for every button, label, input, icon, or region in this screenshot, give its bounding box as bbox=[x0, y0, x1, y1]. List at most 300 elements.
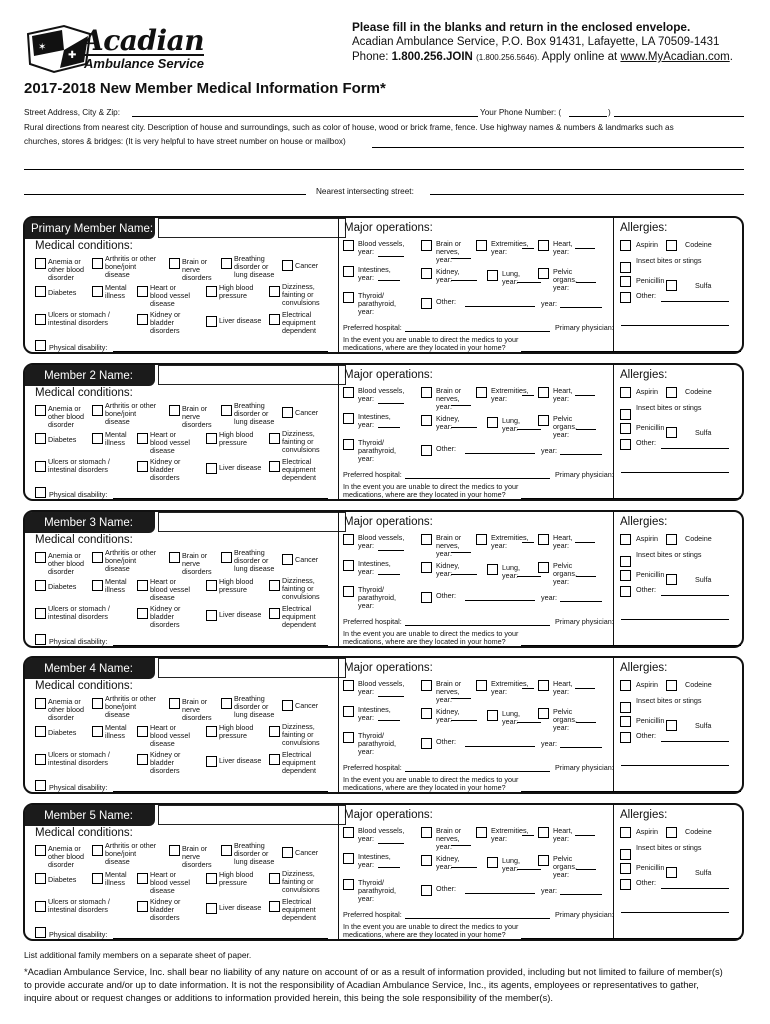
checkbox-op-lung[interactable] bbox=[487, 564, 498, 575]
checkbox-op-lung[interactable] bbox=[487, 270, 498, 281]
checkbox-op-pelvic-organs[interactable] bbox=[538, 562, 549, 573]
checkbox-anemia[interactable] bbox=[35, 258, 46, 269]
checkbox-op-thyroid[interactable] bbox=[343, 439, 354, 450]
other-year-field[interactable] bbox=[560, 454, 602, 455]
preferred-hospital-field[interactable] bbox=[405, 625, 550, 626]
label-allergy-codeine: Codeine bbox=[685, 240, 712, 249]
physical-disability-field[interactable] bbox=[113, 498, 328, 499]
year-field-brain-nerves[interactable] bbox=[451, 698, 471, 699]
label-op-other-op: Other: bbox=[436, 884, 456, 893]
preferred-hospital-field[interactable] bbox=[405, 331, 550, 332]
year-field-blood-vessels[interactable] bbox=[378, 403, 404, 404]
checkbox-op-intestines[interactable] bbox=[343, 413, 354, 424]
phone-number-field[interactable] bbox=[614, 116, 744, 117]
member-name-input[interactable] bbox=[158, 658, 346, 678]
checkbox-allergy-insect-bites[interactable] bbox=[620, 849, 631, 860]
checkbox-allergy-other-allergy[interactable] bbox=[620, 879, 631, 890]
year-field-intestines[interactable] bbox=[378, 574, 400, 575]
checkbox-brain-nerve[interactable] bbox=[169, 552, 180, 563]
label-op-thyroid: Thyroid/ parathyroid, year: bbox=[358, 731, 396, 756]
checkbox-dizziness[interactable] bbox=[269, 873, 280, 884]
other-allergy-field[interactable] bbox=[661, 741, 729, 742]
label-kidney-bladder: Kidney or bladder disorders bbox=[150, 750, 181, 775]
checkbox-cancer[interactable] bbox=[282, 554, 293, 565]
checkbox-high-blood-pressure[interactable] bbox=[206, 286, 217, 297]
checkbox-op-brain-nerves[interactable] bbox=[421, 240, 432, 251]
checkbox-op-kidney[interactable] bbox=[421, 708, 432, 719]
checkbox-allergy-penicillin[interactable] bbox=[620, 570, 631, 581]
checkbox-cancer[interactable] bbox=[282, 700, 293, 711]
year-field-lung[interactable] bbox=[517, 576, 541, 577]
label-op-lung: Lung, year: bbox=[502, 856, 520, 873]
checkbox-op-other-op[interactable] bbox=[421, 738, 432, 749]
checkbox-op-heart[interactable] bbox=[538, 680, 549, 691]
checkbox-op-intestines[interactable] bbox=[343, 266, 354, 277]
checkbox-allergy-penicillin[interactable] bbox=[620, 716, 631, 727]
checkbox-op-pelvic-organs[interactable] bbox=[538, 708, 549, 719]
checkbox-electrical-equipment[interactable] bbox=[269, 608, 280, 619]
checkbox-high-blood-pressure[interactable] bbox=[206, 726, 217, 737]
label-dizziness: Dizziness, fainting or convulsions bbox=[282, 282, 320, 307]
checkbox-allergy-aspirin[interactable] bbox=[620, 827, 631, 838]
label-op-heart: Heart, year: bbox=[553, 826, 573, 843]
label-allergy-aspirin: Aspirin bbox=[636, 387, 658, 396]
checkbox-allergy-other-allergy[interactable] bbox=[620, 732, 631, 743]
checkbox-ulcers[interactable] bbox=[35, 901, 46, 912]
checkbox-op-kidney[interactable] bbox=[421, 855, 432, 866]
checkbox-op-kidney[interactable] bbox=[421, 562, 432, 573]
other-allergy-field[interactable] bbox=[661, 448, 729, 449]
checkbox-allergy-codeine[interactable] bbox=[666, 387, 677, 398]
checkbox-op-intestines[interactable] bbox=[343, 706, 354, 717]
checkbox-electrical-equipment[interactable] bbox=[269, 461, 280, 472]
year-field-lung[interactable] bbox=[517, 869, 541, 870]
year-field-heart[interactable] bbox=[575, 835, 595, 836]
checkbox-kidney-bladder[interactable] bbox=[137, 461, 148, 472]
physical-disability-field[interactable] bbox=[113, 938, 328, 939]
directions-field-1[interactable] bbox=[372, 147, 744, 148]
medication-location-field[interactable] bbox=[521, 351, 741, 352]
physical-disability-field[interactable] bbox=[113, 351, 328, 352]
checkbox-ulcers[interactable] bbox=[35, 754, 46, 765]
label-ulcers: Ulcers or stomach / intestinal disorders bbox=[48, 457, 110, 474]
checkbox-allergy-other-allergy[interactable] bbox=[620, 292, 631, 303]
phone-close-paren: ) bbox=[608, 108, 611, 117]
checkbox-op-blood-vessels[interactable] bbox=[343, 534, 354, 545]
checkbox-liver[interactable] bbox=[206, 903, 217, 914]
additional-members-note: List additional family members on a separate sheet of paper. bbox=[24, 950, 252, 960]
member-name-label: Member 3 Name: bbox=[44, 517, 133, 529]
label-physical-disability: Physical disability: bbox=[49, 490, 108, 499]
checkbox-diabetes[interactable] bbox=[35, 433, 46, 444]
checkbox-allergy-sulfa[interactable] bbox=[666, 867, 677, 878]
checkbox-op-heart[interactable] bbox=[538, 387, 549, 398]
physical-disability-field[interactable] bbox=[113, 645, 328, 646]
label-electrical-equipment: Electrical equipment dependent bbox=[282, 750, 316, 775]
other-allergy-field[interactable] bbox=[661, 595, 729, 596]
year-field-intestines[interactable] bbox=[378, 427, 400, 428]
street-address-field[interactable] bbox=[132, 116, 478, 117]
checkbox-op-heart[interactable] bbox=[538, 827, 549, 838]
label-mental-illness: Mental illness bbox=[105, 870, 127, 887]
checkbox-breathing[interactable] bbox=[221, 258, 232, 269]
checkbox-allergy-aspirin[interactable] bbox=[620, 534, 631, 545]
website-link[interactable]: www.MyAcadian.com bbox=[620, 51, 730, 63]
label-arthritis: Arthritis or other bone/joint disease bbox=[105, 401, 157, 426]
checkbox-dizziness[interactable] bbox=[269, 580, 280, 591]
label-arthritis: Arthritis or other bone/joint disease bbox=[105, 694, 157, 719]
year-field-pelvic-organs[interactable] bbox=[576, 722, 596, 723]
year-field-lung[interactable] bbox=[517, 429, 541, 430]
checkbox-op-brain-nerves[interactable] bbox=[421, 680, 432, 691]
member-name-input[interactable] bbox=[158, 218, 346, 238]
year-field-pelvic-organs[interactable] bbox=[576, 282, 596, 283]
year-field-intestines[interactable] bbox=[378, 720, 400, 721]
checkbox-mental-illness[interactable] bbox=[92, 580, 103, 591]
checkbox-op-extremities[interactable] bbox=[476, 827, 487, 838]
other-year-field[interactable] bbox=[560, 747, 602, 748]
checkbox-allergy-insect-bites[interactable] bbox=[620, 556, 631, 567]
member-block bbox=[23, 216, 744, 354]
checkbox-op-other-op[interactable] bbox=[421, 445, 432, 456]
checkbox-anemia[interactable] bbox=[35, 698, 46, 709]
checkbox-op-intestines[interactable] bbox=[343, 853, 354, 864]
label-preferred-hospital: Preferred hospital: bbox=[343, 470, 402, 479]
year-field-brain-nerves[interactable] bbox=[451, 845, 471, 846]
checkbox-heart-vessel[interactable] bbox=[137, 873, 148, 884]
checkbox-high-blood-pressure[interactable] bbox=[206, 873, 217, 884]
checkbox-breathing[interactable] bbox=[221, 552, 232, 563]
label-anemia: Anemia or other blood disorder bbox=[48, 551, 84, 576]
checkbox-op-blood-vessels[interactable] bbox=[343, 240, 354, 251]
checkbox-allergy-insect-bites[interactable] bbox=[620, 409, 631, 420]
checkbox-ulcers[interactable] bbox=[35, 314, 46, 325]
label-diabetes: Diabetes bbox=[48, 288, 77, 297]
checkbox-electrical-equipment[interactable] bbox=[269, 754, 280, 765]
checkbox-allergy-aspirin[interactable] bbox=[620, 680, 631, 691]
checkbox-op-extremities[interactable] bbox=[476, 240, 487, 251]
checkbox-ulcers[interactable] bbox=[35, 461, 46, 472]
checkbox-breathing[interactable] bbox=[221, 845, 232, 856]
flag-icon bbox=[28, 26, 90, 72]
year-field-brain-nerves[interactable] bbox=[451, 405, 471, 406]
label-allergy-codeine: Codeine bbox=[685, 387, 712, 396]
checkbox-op-extremities[interactable] bbox=[476, 680, 487, 691]
liability-disclaimer: *Acadian Ambulance Service, Inc. shall bear no liability of any nature on account of or as a result of information provided, including but not limited to failure of member(s) to provide accurate and/or up to date information. It is not the responsibility of Acadian Ambulance Service, Inc., its agents, employees or representatives to gather, inquire about or request changes or additions to information provided herein, this being the sole responsibility of the member(s). bbox=[24, 966, 723, 1004]
checkbox-op-lung[interactable] bbox=[487, 417, 498, 428]
year-field-kidney[interactable] bbox=[451, 574, 477, 575]
year-field-intestines[interactable] bbox=[378, 867, 400, 868]
checkbox-dizziness[interactable] bbox=[269, 433, 280, 444]
other-year-field[interactable] bbox=[560, 894, 602, 895]
year-field-intestines[interactable] bbox=[378, 280, 400, 281]
checkbox-op-extremities[interactable] bbox=[476, 387, 487, 398]
checkbox-kidney-bladder[interactable] bbox=[137, 314, 148, 325]
year-field-kidney[interactable] bbox=[451, 720, 477, 721]
label-op-extremities: Extremities, year: bbox=[491, 679, 529, 696]
checkbox-breathing[interactable] bbox=[221, 698, 232, 709]
checkbox-kidney-bladder[interactable] bbox=[137, 608, 148, 619]
other-allergy-field-2[interactable] bbox=[621, 619, 729, 620]
label-arthritis: Arthritis or other bone/joint disease bbox=[105, 254, 157, 279]
other-op-field[interactable] bbox=[465, 306, 535, 307]
checkbox-op-blood-vessels[interactable] bbox=[343, 827, 354, 838]
year-field-heart[interactable] bbox=[575, 395, 595, 396]
checkbox-allergy-codeine[interactable] bbox=[666, 240, 677, 251]
checkbox-op-thyroid[interactable] bbox=[343, 292, 354, 303]
checkbox-op-extremities[interactable] bbox=[476, 534, 487, 545]
checkbox-diabetes[interactable] bbox=[35, 580, 46, 591]
checkbox-heart-vessel[interactable] bbox=[137, 580, 148, 591]
year-field-kidney[interactable] bbox=[451, 280, 477, 281]
label-ulcers: Ulcers or stomach / intestinal disorders bbox=[48, 604, 110, 621]
other-op-field[interactable] bbox=[465, 453, 535, 454]
checkbox-cancer[interactable] bbox=[282, 847, 293, 858]
year-field-lung[interactable] bbox=[517, 282, 541, 283]
other-allergy-field-2[interactable] bbox=[621, 912, 729, 913]
year-field-lung[interactable] bbox=[517, 722, 541, 723]
medication-location-field[interactable] bbox=[521, 498, 741, 499]
year-field-pelvic-organs[interactable] bbox=[576, 429, 596, 430]
label-mental-illness: Mental illness bbox=[105, 577, 127, 594]
checkbox-allergy-penicillin[interactable] bbox=[620, 276, 631, 287]
year-field-blood-vessels[interactable] bbox=[378, 256, 404, 257]
checkbox-electrical-equipment[interactable] bbox=[269, 314, 280, 325]
other-op-field[interactable] bbox=[465, 746, 535, 747]
checkbox-op-heart[interactable] bbox=[538, 534, 549, 545]
checkbox-cancer[interactable] bbox=[282, 407, 293, 418]
member-name-input[interactable] bbox=[158, 365, 346, 385]
checkbox-op-thyroid[interactable] bbox=[343, 732, 354, 743]
other-year-field[interactable] bbox=[560, 307, 602, 308]
checkbox-liver[interactable] bbox=[206, 463, 217, 474]
label-breathing: Breathing disorder or lung disease bbox=[234, 548, 275, 573]
checkbox-op-kidney[interactable] bbox=[421, 268, 432, 279]
other-allergy-field-2[interactable] bbox=[621, 325, 729, 326]
label-op-lung: Lung, year: bbox=[502, 709, 520, 726]
header-address: Acadian Ambulance Service, P.O. Box 91431, Lafayette, LA 70509-1431 bbox=[352, 36, 720, 48]
checkbox-diabetes[interactable] bbox=[35, 286, 46, 297]
directions-text-2: churches, stores & bridges: (It is very helpful to have street number on house or mailbox) bbox=[24, 137, 346, 146]
checkbox-allergy-codeine[interactable] bbox=[666, 534, 677, 545]
label-allergy-codeine: Codeine bbox=[685, 534, 712, 543]
physical-disability-field[interactable] bbox=[113, 791, 328, 792]
checkbox-cancer[interactable] bbox=[282, 260, 293, 271]
label-primary-physician: Primary physician: bbox=[555, 617, 614, 626]
intersect-label: Nearest intersecting street: bbox=[316, 187, 414, 196]
checkbox-allergy-codeine[interactable] bbox=[666, 680, 677, 691]
other-op-field[interactable] bbox=[465, 600, 535, 601]
other-allergy-field[interactable] bbox=[661, 888, 729, 889]
checkbox-allergy-insect-bites[interactable] bbox=[620, 262, 631, 273]
year-field-extremities[interactable] bbox=[522, 542, 534, 543]
year-field-blood-vessels[interactable] bbox=[378, 550, 404, 551]
year-field-heart[interactable] bbox=[575, 542, 595, 543]
checkbox-heart-vessel[interactable] bbox=[137, 286, 148, 297]
checkbox-op-blood-vessels[interactable] bbox=[343, 680, 354, 691]
year-field-pelvic-organs[interactable] bbox=[576, 576, 596, 577]
checkbox-breathing[interactable] bbox=[221, 405, 232, 416]
medication-location-field[interactable] bbox=[521, 938, 741, 939]
preferred-hospital-field[interactable] bbox=[405, 918, 550, 919]
checkbox-anemia[interactable] bbox=[35, 405, 46, 416]
checkbox-op-kidney[interactable] bbox=[421, 415, 432, 426]
divider bbox=[338, 512, 339, 646]
area-code-field[interactable] bbox=[569, 116, 607, 117]
label-op-heart: Heart, year: bbox=[553, 386, 573, 403]
checkbox-mental-illness[interactable] bbox=[92, 873, 103, 884]
checkbox-mental-illness[interactable] bbox=[92, 286, 103, 297]
checkbox-liver[interactable] bbox=[206, 610, 217, 621]
checkbox-high-blood-pressure[interactable] bbox=[206, 580, 217, 591]
divider bbox=[338, 658, 339, 792]
label-primary-physician: Primary physician: bbox=[555, 323, 614, 332]
preferred-hospital-field[interactable] bbox=[405, 478, 550, 479]
phone-prefix: Phone: bbox=[352, 51, 392, 63]
year-field-extremities[interactable] bbox=[522, 395, 534, 396]
checkbox-allergy-sulfa[interactable] bbox=[666, 280, 677, 291]
checkbox-op-intestines[interactable] bbox=[343, 560, 354, 571]
member-name-input[interactable] bbox=[158, 512, 346, 532]
checkbox-op-pelvic-organs[interactable] bbox=[538, 855, 549, 866]
label-liver: Liver disease bbox=[219, 610, 262, 619]
checkbox-allergy-sulfa[interactable] bbox=[666, 574, 677, 585]
year-field-kidney[interactable] bbox=[451, 867, 477, 868]
label-op-pelvic-organs: Pelvic organs, year: bbox=[553, 267, 577, 292]
year-field-blood-vessels[interactable] bbox=[378, 843, 404, 844]
checkbox-physical-disability[interactable] bbox=[35, 780, 46, 791]
checkbox-brain-nerve[interactable] bbox=[169, 405, 180, 416]
other-op-field[interactable] bbox=[465, 893, 535, 894]
year-field-brain-nerves[interactable] bbox=[451, 552, 471, 553]
preferred-hospital-field[interactable] bbox=[405, 771, 550, 772]
checkbox-heart-vessel[interactable] bbox=[137, 433, 148, 444]
checkbox-allergy-sulfa[interactable] bbox=[666, 427, 677, 438]
other-allergy-field-2[interactable] bbox=[621, 472, 729, 473]
other-allergy-field[interactable] bbox=[661, 301, 729, 302]
checkbox-arthritis[interactable] bbox=[92, 258, 103, 269]
checkbox-diabetes[interactable] bbox=[35, 726, 46, 737]
checkbox-physical-disability[interactable] bbox=[35, 487, 46, 498]
checkbox-kidney-bladder[interactable] bbox=[137, 754, 148, 765]
checkbox-physical-disability[interactable] bbox=[35, 927, 46, 938]
checkbox-ulcers[interactable] bbox=[35, 608, 46, 619]
intersect-field[interactable] bbox=[430, 194, 744, 195]
checkbox-allergy-other-allergy[interactable] bbox=[620, 586, 631, 597]
checkbox-arthritis[interactable] bbox=[92, 552, 103, 563]
year-field-extremities[interactable] bbox=[522, 248, 534, 249]
checkbox-allergy-other-allergy[interactable] bbox=[620, 439, 631, 450]
label-allergy-other-allergy: Other: bbox=[636, 438, 656, 447]
year-field-heart[interactable] bbox=[575, 688, 595, 689]
directions-field-3[interactable] bbox=[24, 194, 306, 195]
medical-conditions-title: Medical conditions: bbox=[35, 827, 133, 839]
other-allergy-field-2[interactable] bbox=[621, 765, 729, 766]
other-year-field[interactable] bbox=[560, 601, 602, 602]
checkbox-liver[interactable] bbox=[206, 316, 217, 327]
checkbox-brain-nerve[interactable] bbox=[169, 845, 180, 856]
year-field-brain-nerves[interactable] bbox=[451, 258, 471, 259]
checkbox-mental-illness[interactable] bbox=[92, 726, 103, 737]
checkbox-op-thyroid[interactable] bbox=[343, 879, 354, 890]
checkbox-dizziness[interactable] bbox=[269, 726, 280, 737]
checkbox-allergy-insect-bites[interactable] bbox=[620, 702, 631, 713]
checkbox-allergy-aspirin[interactable] bbox=[620, 387, 631, 398]
checkbox-op-pelvic-organs[interactable] bbox=[538, 415, 549, 426]
allergies-title: Allergies: bbox=[620, 809, 668, 821]
checkbox-arthritis[interactable] bbox=[92, 405, 103, 416]
checkbox-physical-disability[interactable] bbox=[35, 634, 46, 645]
checkbox-diabetes[interactable] bbox=[35, 873, 46, 884]
checkbox-electrical-equipment[interactable] bbox=[269, 901, 280, 912]
checkbox-brain-nerve[interactable] bbox=[169, 698, 180, 709]
checkbox-arthritis[interactable] bbox=[92, 845, 103, 856]
checkbox-anemia[interactable] bbox=[35, 845, 46, 856]
checkbox-brain-nerve[interactable] bbox=[169, 258, 180, 269]
checkbox-allergy-codeine[interactable] bbox=[666, 827, 677, 838]
year-field-extremities[interactable] bbox=[522, 835, 534, 836]
checkbox-arthritis[interactable] bbox=[92, 698, 103, 709]
label-op-other-op: Other: bbox=[436, 591, 456, 600]
label-op-intestines: Intestines, year: bbox=[358, 852, 391, 869]
label-dizziness: Dizziness, fainting or convulsions bbox=[282, 429, 320, 454]
year-field-pelvic-organs[interactable] bbox=[576, 869, 596, 870]
checkbox-op-brain-nerves[interactable] bbox=[421, 827, 432, 838]
checkbox-liver[interactable] bbox=[206, 756, 217, 767]
checkbox-op-brain-nerves[interactable] bbox=[421, 534, 432, 545]
label-allergy-sulfa: Sulfa bbox=[695, 428, 712, 437]
checkbox-physical-disability[interactable] bbox=[35, 340, 46, 351]
year-field-blood-vessels[interactable] bbox=[378, 696, 404, 697]
checkbox-op-blood-vessels[interactable] bbox=[343, 387, 354, 398]
checkbox-op-lung[interactable] bbox=[487, 710, 498, 721]
checkbox-allergy-aspirin[interactable] bbox=[620, 240, 631, 251]
year-field-heart[interactable] bbox=[575, 248, 595, 249]
label-op-pelvic-organs: Pelvic organs, year: bbox=[553, 414, 577, 439]
directions-field-2[interactable] bbox=[24, 169, 744, 170]
member-name-input[interactable] bbox=[158, 805, 346, 825]
checkbox-allergy-sulfa[interactable] bbox=[666, 720, 677, 731]
label-anemia: Anemia or other blood disorder bbox=[48, 844, 84, 869]
checkbox-op-other-op[interactable] bbox=[421, 298, 432, 309]
label-medication-location: In the event you are unable to direct the medics to your medications, where are they located in your home? bbox=[343, 335, 519, 352]
checkbox-allergy-penicillin[interactable] bbox=[620, 863, 631, 874]
label-cancer: Cancer bbox=[295, 848, 319, 857]
checkbox-heart-vessel[interactable] bbox=[137, 726, 148, 737]
label-op-extremities: Extremities, year: bbox=[491, 826, 529, 843]
checkbox-dizziness[interactable] bbox=[269, 286, 280, 297]
checkbox-op-other-op[interactable] bbox=[421, 885, 432, 896]
checkbox-allergy-penicillin[interactable] bbox=[620, 423, 631, 434]
label-op-blood-vessels: Blood vessels, year: bbox=[358, 386, 405, 403]
checkbox-op-brain-nerves[interactable] bbox=[421, 387, 432, 398]
label-mental-illness: Mental illness bbox=[105, 430, 127, 447]
checkbox-op-heart[interactable] bbox=[538, 240, 549, 251]
year-field-kidney[interactable] bbox=[451, 427, 477, 428]
year-field-extremities[interactable] bbox=[522, 688, 534, 689]
medication-location-field[interactable] bbox=[521, 645, 741, 646]
checkbox-mental-illness[interactable] bbox=[92, 433, 103, 444]
checkbox-op-lung[interactable] bbox=[487, 857, 498, 868]
checkbox-op-pelvic-organs[interactable] bbox=[538, 268, 549, 279]
checkbox-op-other-op[interactable] bbox=[421, 592, 432, 603]
checkbox-op-thyroid[interactable] bbox=[343, 586, 354, 597]
medication-location-field[interactable] bbox=[521, 791, 741, 792]
checkbox-anemia[interactable] bbox=[35, 552, 46, 563]
label-ulcers: Ulcers or stomach / intestinal disorders bbox=[48, 897, 110, 914]
checkbox-high-blood-pressure[interactable] bbox=[206, 433, 217, 444]
checkbox-kidney-bladder[interactable] bbox=[137, 901, 148, 912]
